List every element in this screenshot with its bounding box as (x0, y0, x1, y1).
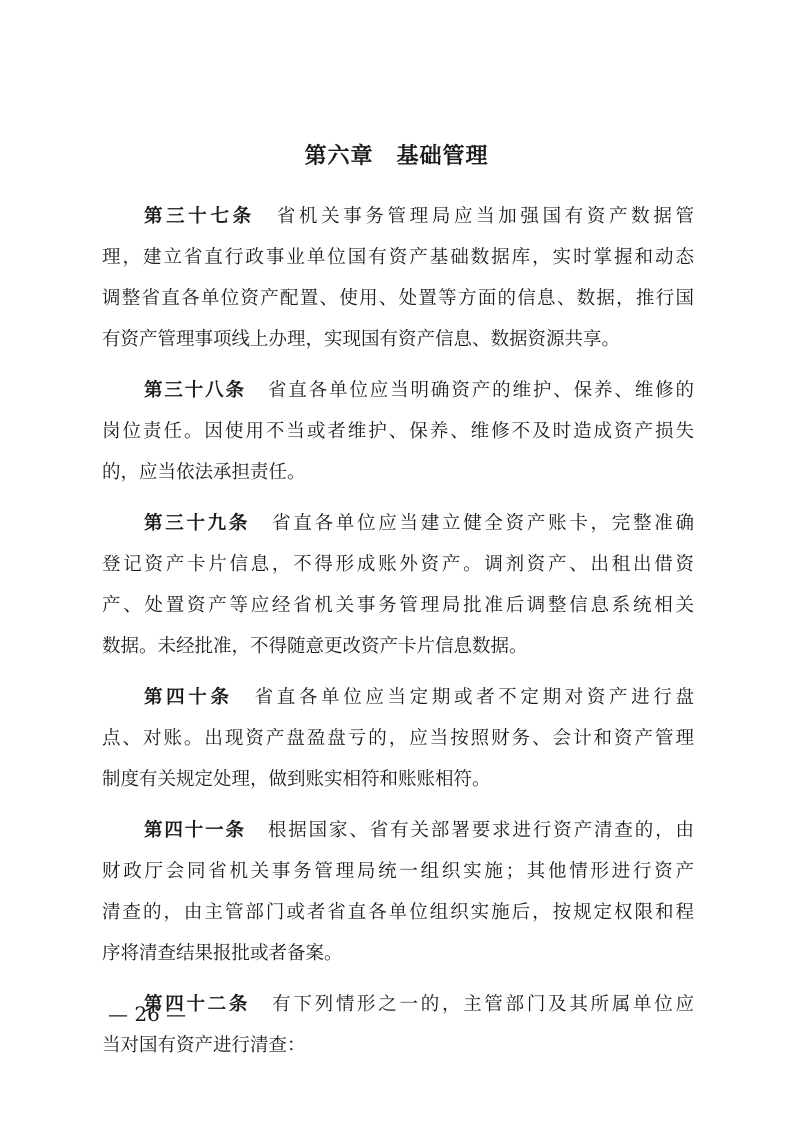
article-line (102, 984, 694, 1025)
article-38 (102, 370, 694, 493)
article-text: 省直各单位应当建立健全资产账卡，完整准确 (272, 513, 694, 534)
article-text: 省直各单位应当明确资产的维护、保养、维修的 (267, 380, 694, 401)
article-37 (102, 196, 694, 360)
article-line: 清查的，由主管部门或者省直各单位组织实施后，按规定权限和程 (102, 902, 694, 923)
article-line: 理，建立省直行政事业单位国有资产基础数据库，实时掌握和动态 (102, 247, 694, 268)
article-line: 制度有关规定处理，做到账实相符和账账相符。 (102, 769, 491, 790)
article-line (102, 196, 694, 237)
article-line (102, 677, 694, 718)
article-line: 有资产管理事项线上办理，实现国有资产信息、数据资源共享。 (102, 329, 621, 350)
page-number: — 26 — (108, 1002, 187, 1026)
chapter-title: 第六章 基础管理 (304, 144, 489, 169)
article-label: 第四十一条 (144, 820, 246, 841)
article-line (102, 370, 694, 411)
article-text: 根据国家、省有关部署要求进行资产清查的，由 (267, 820, 694, 841)
article-line (102, 503, 694, 544)
article-39 (102, 503, 694, 667)
article-line: 产、处置资产等应经省机关事务管理局批准后调整信息系统相关 (102, 595, 694, 616)
article-text: 省机关事务管理局应当加强国有资产数据管 (276, 206, 694, 227)
article-line: 登记资产卡片信息，不得形成账外资产。调剂资产、出租出借资 (102, 554, 694, 575)
article-41 (102, 810, 694, 974)
article-line: 点、对账。出现资产盘盈盘亏的，应当按照财务、会计和资产管理 (102, 728, 694, 749)
article-line: 序将清查结果报批或者备案。 (102, 943, 343, 964)
article-42 (102, 984, 694, 1066)
article-line (102, 810, 694, 851)
article-label: 第三十八条 (144, 380, 246, 401)
article-label: 第四十条 (144, 687, 233, 708)
article-text: 省直各单位应当定期或者不定期对资产进行盘 (254, 687, 694, 708)
article-line: 当对国有资产进行清查： (102, 1035, 306, 1056)
article-label: 第三十九条 (144, 513, 251, 534)
article-40 (102, 677, 694, 800)
article-list (102, 196, 694, 1076)
article-text: 有下列情形之一的，主管部门及其所属单位应 (272, 994, 694, 1015)
article-line: 数据。未经批准，不得随意更改资产卡片信息数据。 (102, 636, 528, 657)
article-label: 第三十七条 (144, 206, 255, 227)
article-line: 的，应当依法承担责任。 (102, 462, 306, 483)
article-label: 第四十二条 (144, 994, 251, 1015)
article-line: 调整省直各单位资产配置、使用、处置等方面的信息、数据，推行国 (102, 288, 694, 309)
article-line: 财政厅会同省机关事务管理局统一组织实施；其他情形进行资产 (102, 861, 694, 882)
article-line: 岗位责任。因使用不当或者维护、保养、维修不及时造成资产损失 (102, 421, 694, 442)
